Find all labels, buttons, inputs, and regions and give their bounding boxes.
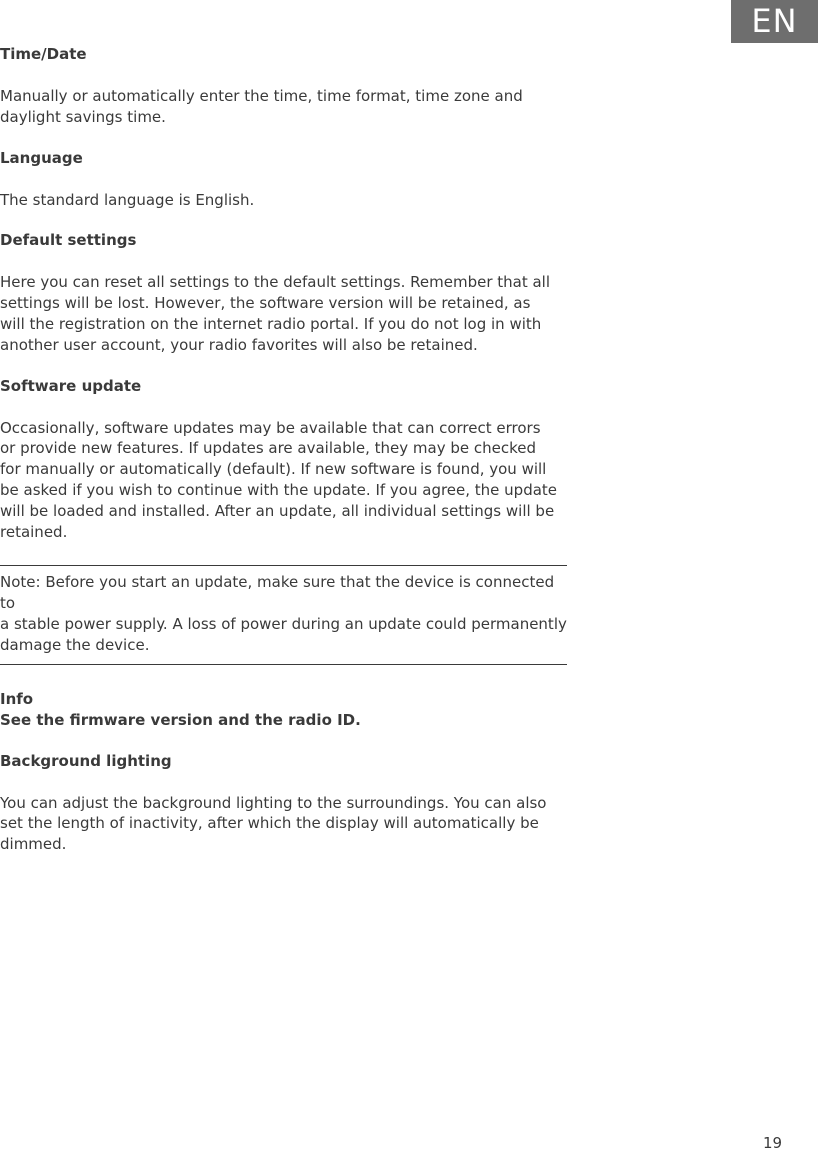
text-line: for manually or automatically (default). If new software is found, you will xyxy=(0,460,547,479)
section-text-time-date xyxy=(0,86,567,128)
text-line: another user account, your radio favorites will also be retained. xyxy=(0,335,478,354)
language-tab: EN xyxy=(731,0,818,43)
text-line: The standard language is English. xyxy=(0,190,255,209)
note-text xyxy=(0,572,567,655)
text-line: Note: Before you start an update, make sure that the device is connected to xyxy=(0,573,555,613)
section-heading-time-date: Time/Date xyxy=(0,45,87,63)
section-heading-software-update: Software update xyxy=(0,376,142,395)
section-subheading-info: See the firmware version and the radio ID. xyxy=(0,710,361,729)
text-line: or provide new features. If updates are available, they may be checked xyxy=(0,439,537,458)
text-line: Here you can reset all settings to the default settings. Remember that all xyxy=(0,273,551,292)
text-line: Manually or automatically enter the time, time format, time zone and xyxy=(0,87,523,105)
section-heading-default-settings: Default settings xyxy=(0,231,137,250)
text-line: Occasionally, software updates may be available that can correct errors xyxy=(0,418,541,437)
text-line: settings will be lost. However, the software version will be retained, as xyxy=(0,294,531,313)
text-line: damage the device. xyxy=(0,635,150,654)
text-line: set the length of inactivity, after which the display will automatically be xyxy=(0,814,539,833)
page-number: 19 xyxy=(763,1134,783,1152)
text-line: will the registration on the internet radio portal. If you do not log in with xyxy=(0,314,542,333)
text-line: a stable power supply. A loss of power during an update could permanently xyxy=(0,614,567,633)
text-line: dimmed. xyxy=(0,835,67,854)
text-line: retained. xyxy=(0,522,68,541)
section-heading-language: Language xyxy=(0,148,83,167)
section-text-default-settings xyxy=(0,272,567,355)
page-content xyxy=(0,44,567,855)
section-heading-background-lighting: Background lighting xyxy=(0,751,172,770)
section-heading-info: Info xyxy=(0,689,34,708)
section-text-language xyxy=(0,190,567,211)
section-text-background-lighting xyxy=(0,793,567,855)
section-text-software-update xyxy=(0,418,567,543)
text-line: daylight savings time. xyxy=(0,107,166,126)
text-line: will be loaded and installed. After an update, all individual settings will be xyxy=(0,501,555,520)
text-line: You can adjust the background lighting to the surroundings. You can also xyxy=(0,793,547,812)
text-line: be asked if you wish to continue with the update. If you agree, the update xyxy=(0,480,558,499)
